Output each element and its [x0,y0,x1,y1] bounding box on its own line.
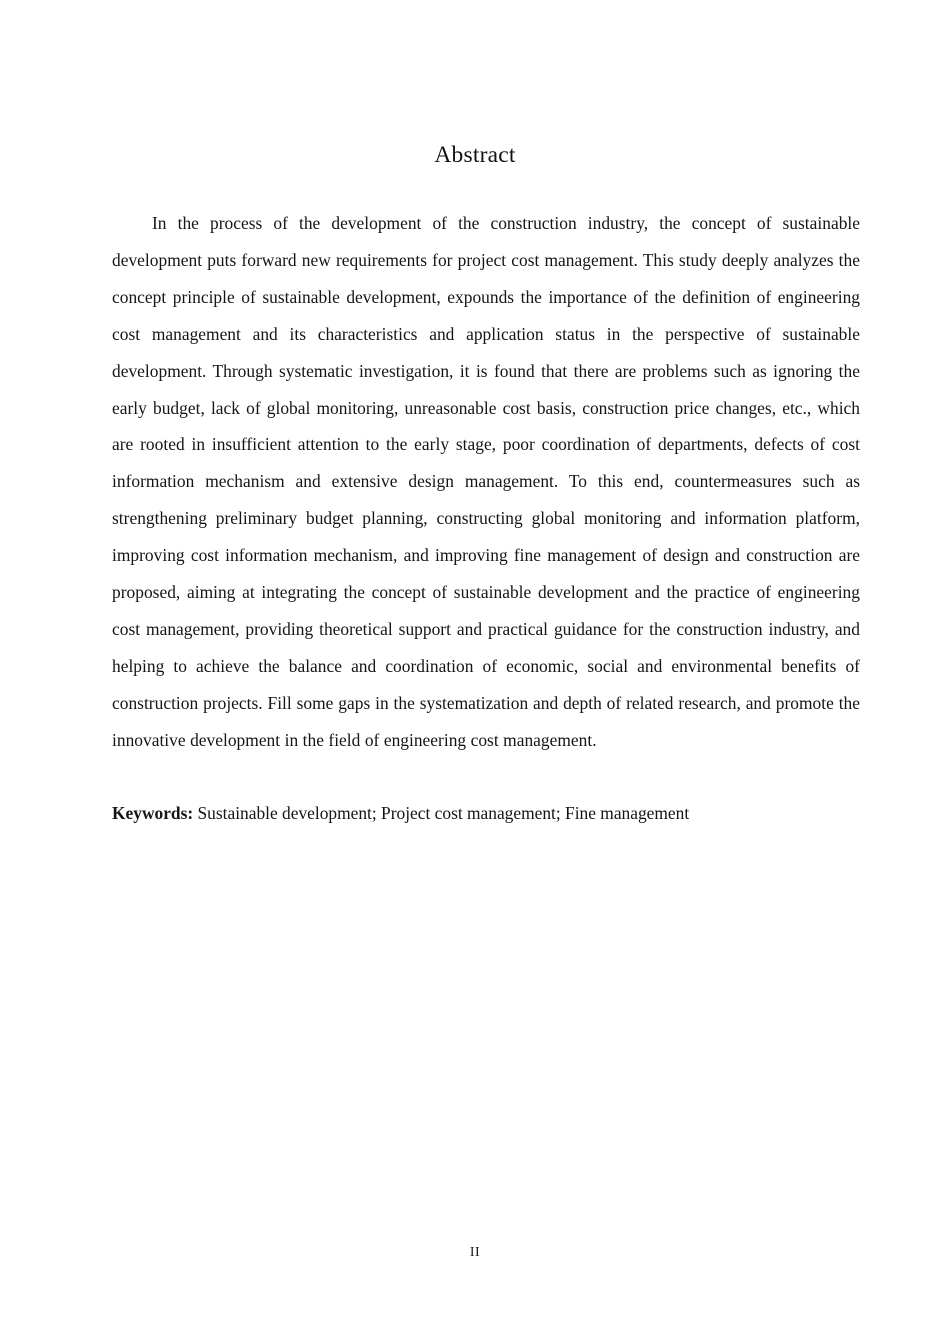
keywords-value: Sustainable development; Project cost management; Fine management [197,803,690,824]
abstract-paragraph: In the process of the development of the construction industry, the concept of sustainable development puts forward new requirements for project cost management. This study deeply analyzes the concept principle of sustainable development, expounds the importance of the definition of engineering cost management and its characteristics and application status in the perspective of sustainable development. Through systematic investigation, it is found that there are problems such as ignoring the early budget, lack of global monitoring, unreasonable cost basis, construction price changes, etc., which are rooted in insufficient attention to the early stage, poor coordination of departments, defects of cost information mechanism and extensive design management. To this end, countermeasures such as strengthening preliminary budget planning, constructing global monitoring and information platform, improving cost information mechanism, and improving fine management of design and construction are proposed, aiming at integrating the concept of sustainable development and the practice of engineering cost management, providing theoretical support and practical guidance for the construction industry, and helping to achieve the balance and coordination of economic, social and environmental benefits of construction projects. Fill some gaps in the systematization and depth of related research, and promote the innovative development in the field of engineering cost management. [112,213,860,750]
page-number: II [469,1245,481,1260]
page-title: Abstract [434,141,516,168]
abstract-body [112,205,860,832]
keywords-line [112,795,860,832]
keywords-label: Keywords: [112,803,194,824]
